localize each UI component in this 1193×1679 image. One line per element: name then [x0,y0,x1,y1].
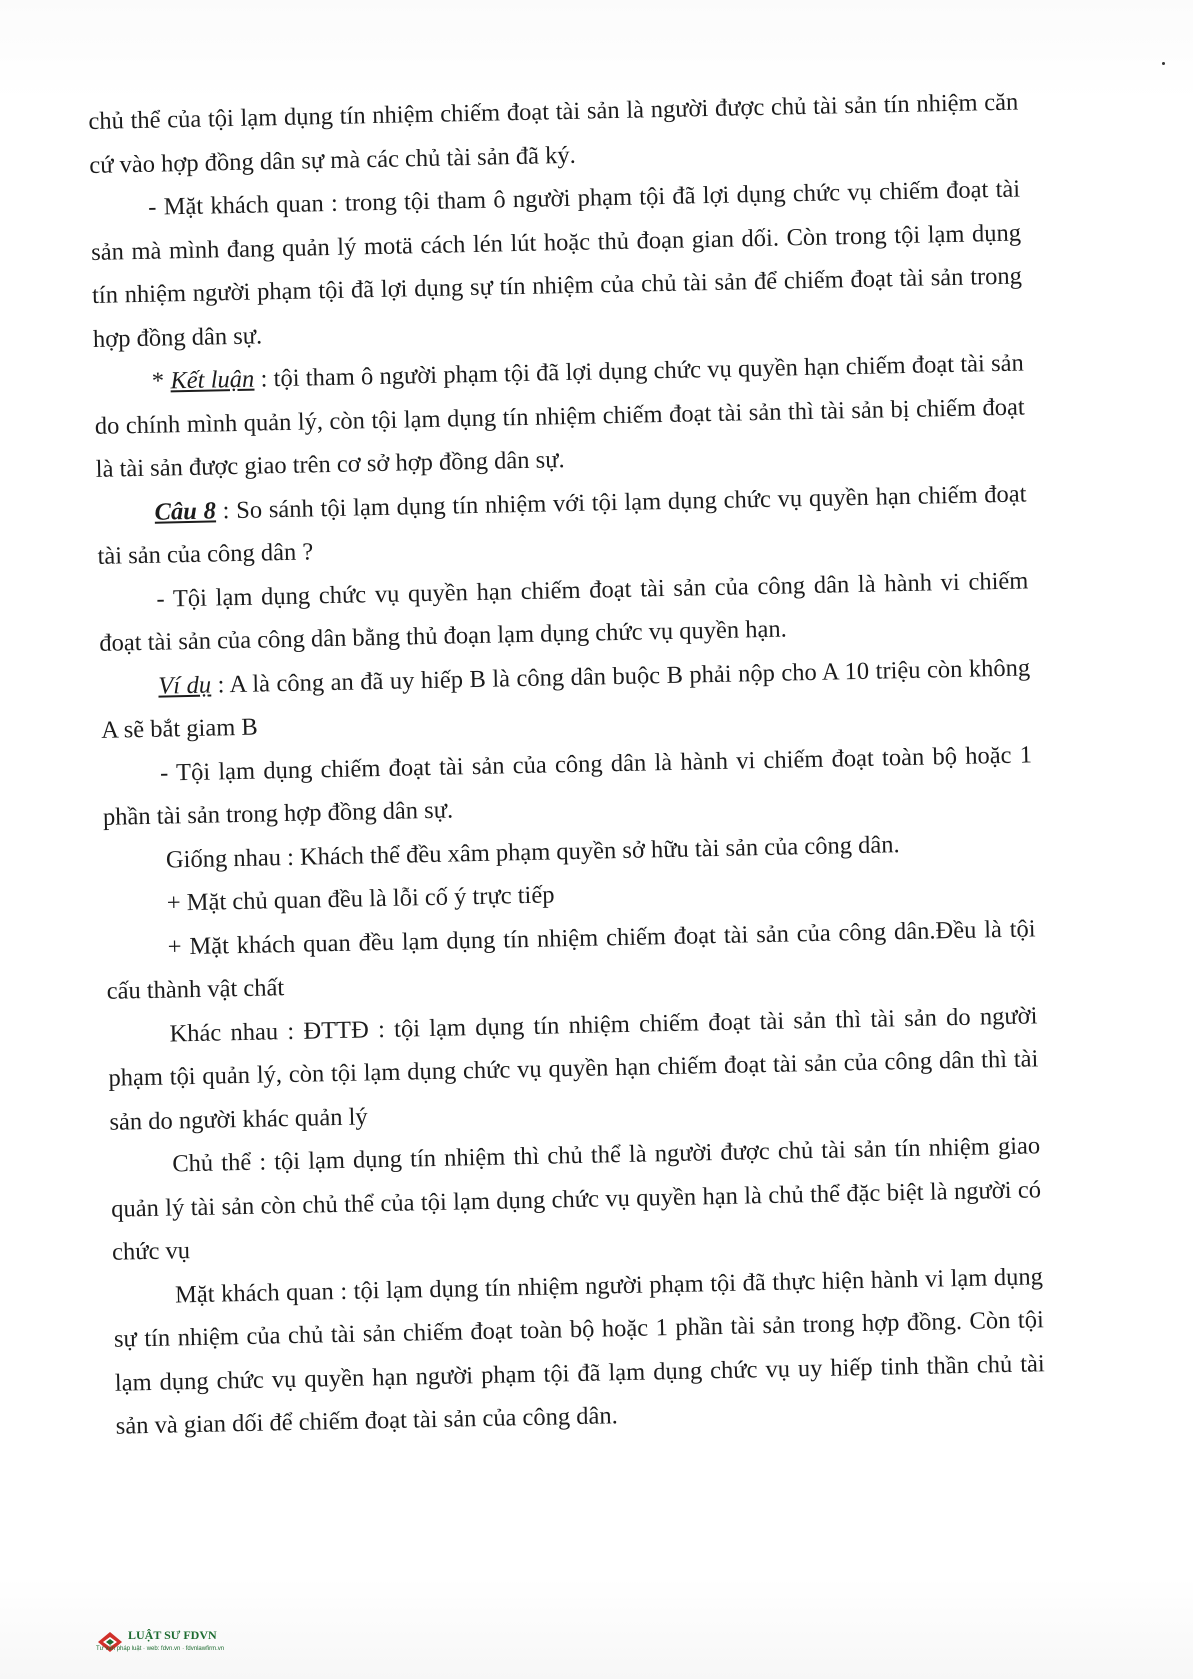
paragraph-objective: - Mặt khách quan : trong tội tham ô người phạm tội đã lợi dụng chức vụ chiếm đoạt tài sản mà mình đang quản lý motä cách lén lút hoặc thủ đoạn gian dối. Còn trong tội lạm dụng tín nhiệm người phạm tội đã lợi dụng sự tín nhiệm của chủ tài sản để chiếm đoạt tài sản trong hợp đồng dân sự. [90,175,1023,353]
paragraph-similarities: Giống nhau : Khách thể đều xâm phạm quyền sở hữu tài sản của công dân. [165,830,900,874]
conclusion-text: : tội tham ô người phạm tội đã lợi dụng chức vụ quyền hạn chiếm đoạt tài sản do chính mình quản lý, còn tội lạm dụng tín nhiệm chiếm đoạt tài sản thì tài sản bị chiếm đoạt là tài sản được giao trên cơ sở hợp đồng dân sự. [94,349,1025,483]
paragraph-similarity-2: + Mặt khách quan đều lạm dụng tín nhiệm chiếm đoạt tài sản của công dân.Đều là tội cấu thành vật chất [106,914,1036,1005]
question-text: : So sánh tội lạm dụng tín nhiệm với tội lạm dụng chức vụ quyền hạn chiếm đoạt tài sản của công dân ? [97,479,1027,570]
paragraph-subject: Chủ thể : tội lạm dụng tín nhiệm thì chủ thể là người được chủ tài sản tín nhiệm giao quản lý tài sản còn chủ thể của tội lạm dụng chức vụ quyền hạn là chủ thể đặc biệt là người có chức vụ [110,1132,1042,1266]
example-text: : A là công an đã uy hiếp B là công dân buộc B phải nộp cho A 10 triệu còn không A sẽ bắt giam B [100,653,1031,744]
logo-subtitle: Tư vấn pháp luật · web: fdvn.vn · fdvnlawfirm.vn [96,1646,225,1652]
paragraph-definition-1: - Tội lạm dụng chức vụ quyền hạn chiếm đoạt tài sản của công dân là hành vi chiếm đoạt tài sản của công dân bằng thủ đoạn lạm dụng chức vụ quyền hạn. [99,566,1029,657]
scan-speck [1162,62,1165,65]
question-label: Câu 8 [154,496,217,526]
conclusion-label: Kết luận [170,365,255,395]
paragraph-similarity-1: + Mặt chủ quan đều là lỗi cố ý trực tiếp [166,881,555,917]
document-body [88,81,1046,1449]
logo-name: LUẬT SƯ FDVN [128,1628,217,1642]
conclusion-prefix: * [151,367,171,395]
paragraph-differences: Khác nhau : ĐTTĐ : tội lạm dụng tín nhiệm chiếm đoạt tài sản thì tài sản do người phạm tội quản lý, còn tội lạm dụng chức vụ quyền hạn chiếm đoạt tài sản của công dân thì tài sản do người khác quản lý [108,1001,1039,1136]
footer-logo [96,1628,276,1660]
paragraph-conclusion [93,341,1026,491]
paragraph-subject-intro: chủ thể của tội lạm dụng tín nhiệm chiếm đoạt tài sản là người được chủ tài sản tín nhiệm căn cứ vào hợp đồng dân sự mà các chủ tài sản đã ký. [88,88,1019,179]
paragraph-definition-2: - Tội lạm dụng chiếm đoạt tài sản của công dân là hành vi chiếm đoạt toàn bộ hoặc 1 phần tài sản trong hợp đồng dân sự. [102,740,1033,831]
paragraph-objective-diff: Mặt khách quan : tội lạm dụng tín nhiệm người phạm tội đã thực hiện hành vi lạm dụng sự tín nhiệm của chủ tài sản chiếm đoạt toàn bộ hoặc 1 phần tài sản trong hợp đồng. Còn tội lạm dụng chức vụ quyền hạn người phạm tội đã lạm dụng chức vụ uy hiếp tinh thần chủ tài sản và gian dối để chiếm đoạt tài sản của công dân. [113,1262,1045,1440]
example-label: Ví dụ [157,671,212,700]
